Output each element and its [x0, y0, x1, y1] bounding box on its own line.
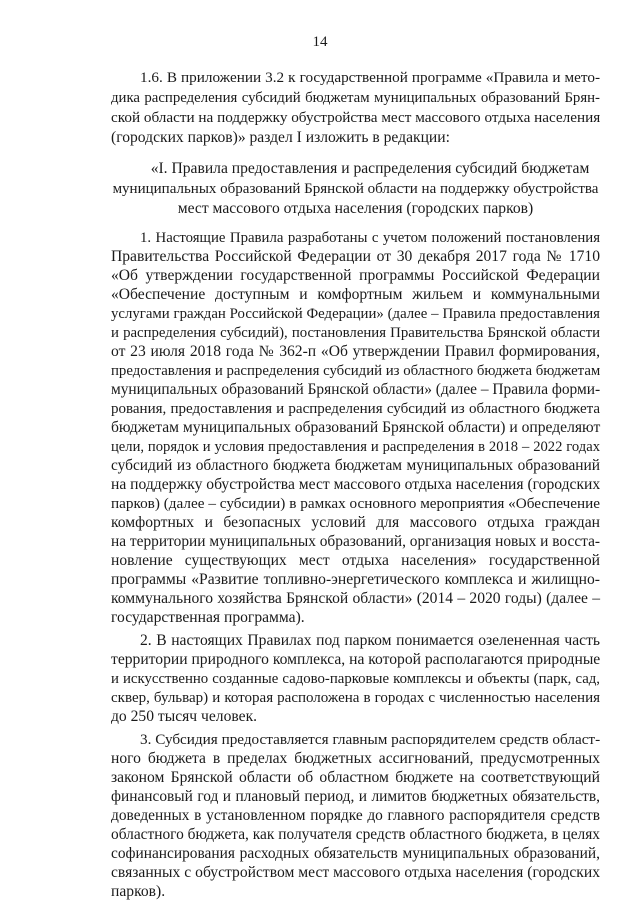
text-line: дика распределения субсидий бюджетам муниципальных образований Брян-: [111, 90, 600, 106]
text-line: (городских парков)» раздел I изложить в редакции:: [111, 129, 450, 146]
text-line: парков).: [111, 883, 166, 900]
text-line: новление существующих мест отдыха населения» государственной: [111, 552, 600, 569]
text-line: коммунального хозяйства Брянской области» (2014 – 2020 годы) (далее –: [111, 590, 600, 607]
text-line: доведенных в установленном порядке до главного распорядителя средств: [111, 807, 600, 824]
text-line: предоставления и распределения субсидий из областного бюджета бюджетам: [111, 363, 601, 379]
text-line: муниципальных образований Брянской области» (далее – Правила форми-: [111, 381, 601, 398]
section-heading-line: муниципальных образований Брянской области на поддержку обустройства: [112, 181, 599, 197]
text-line: 1. Настоящие Правила разработаны с учетом положений постановления: [140, 230, 600, 246]
text-line: программы «Развитие топливно-энергетического комплекса и жилищно-: [111, 571, 600, 588]
text-line: 1.6. В приложении 3.2 к государственной программе «Правила и мето-: [140, 69, 600, 86]
text-line: связанных с обустройством мест массового отдыха населения (городских: [111, 864, 600, 881]
text-line: областного бюджета, как получателя средств областного бюджета, в целях: [111, 826, 600, 843]
text-line: и распределения субсидий), постановления Правительства Брянской области: [111, 325, 600, 341]
text-line: рования, предоставления и распределения субсидий из областного бюджета: [111, 401, 600, 417]
text-line: бюджетам муниципальных образований Брянской области) и определяют: [111, 419, 601, 436]
text-line: парков) (далее – субсидии) в рамках основного мероприятия «Обеспечение: [111, 495, 600, 512]
section-heading-line: «I. Правила предоставления и распределения субсидий бюджетам: [150, 160, 590, 177]
text-line: на поддержку обустройства мест массового отдыха населения (городских: [111, 476, 601, 493]
text-line: ного бюджета в пределах бюджетных ассигнований, предусмотренных: [111, 750, 600, 767]
text-line: субсидий из областного бюджета бюджетам муниципальных образований: [111, 457, 600, 474]
text-line: Правительства Российской Федерации от 30 декабря 2017 года № 1710: [111, 248, 600, 265]
page-number: 14: [312, 34, 328, 50]
text-line: и искусственно созданные садово-парковые комплексы и объекты (парк, сад,: [111, 671, 600, 687]
text-line: «Об утверждении государственной программы Российской Федерации: [111, 267, 600, 284]
text-line: сквер, бульвар) и которая расположена в городах с численностью населения: [111, 690, 600, 706]
text-line: на территории муниципальных образований, организация новых и восста-: [111, 533, 601, 550]
text-line: от 23 июля 2018 года № 362-п «Об утверждении Правил формирования,: [111, 343, 600, 360]
text-line: финансовый год и плановый период, и лимитов бюджетных обязательств,: [111, 788, 600, 805]
text-line: до 250 тысяч человек.: [111, 708, 258, 725]
text-line: услугами граждан Российской Федерации» (далее – Правила предоставления: [111, 306, 600, 322]
text-line: «Обеспечение доступным и комфортным жильем и коммунальными: [111, 286, 600, 303]
text-line: 3. Субсидия предоставляется главным распорядителем средств област-: [140, 731, 601, 748]
text-line: цели, порядок и условия предоставления и распределения в 2018 – 2022 годах: [111, 439, 600, 455]
text-line: комфортных и безопасных условий для массового отдыха граждан: [111, 514, 600, 531]
text-line: государственная программа).: [111, 609, 305, 626]
text-line: софинансирования расходных обязательств муниципальных образований,: [111, 845, 600, 862]
text-line: 2. В настоящих Правилах под парком понимается озелененная часть: [140, 632, 600, 649]
text-line: территории природного комплекса, на которой располагаются природные: [111, 651, 601, 668]
section-heading-line: мест массового отдыха населения (городских парков): [177, 200, 534, 217]
text-line: ской области на поддержку обустройства мест массового отдыха населения: [111, 109, 601, 126]
text-line: законом Брянской области об областном бюджете на соответствующий: [111, 769, 600, 786]
